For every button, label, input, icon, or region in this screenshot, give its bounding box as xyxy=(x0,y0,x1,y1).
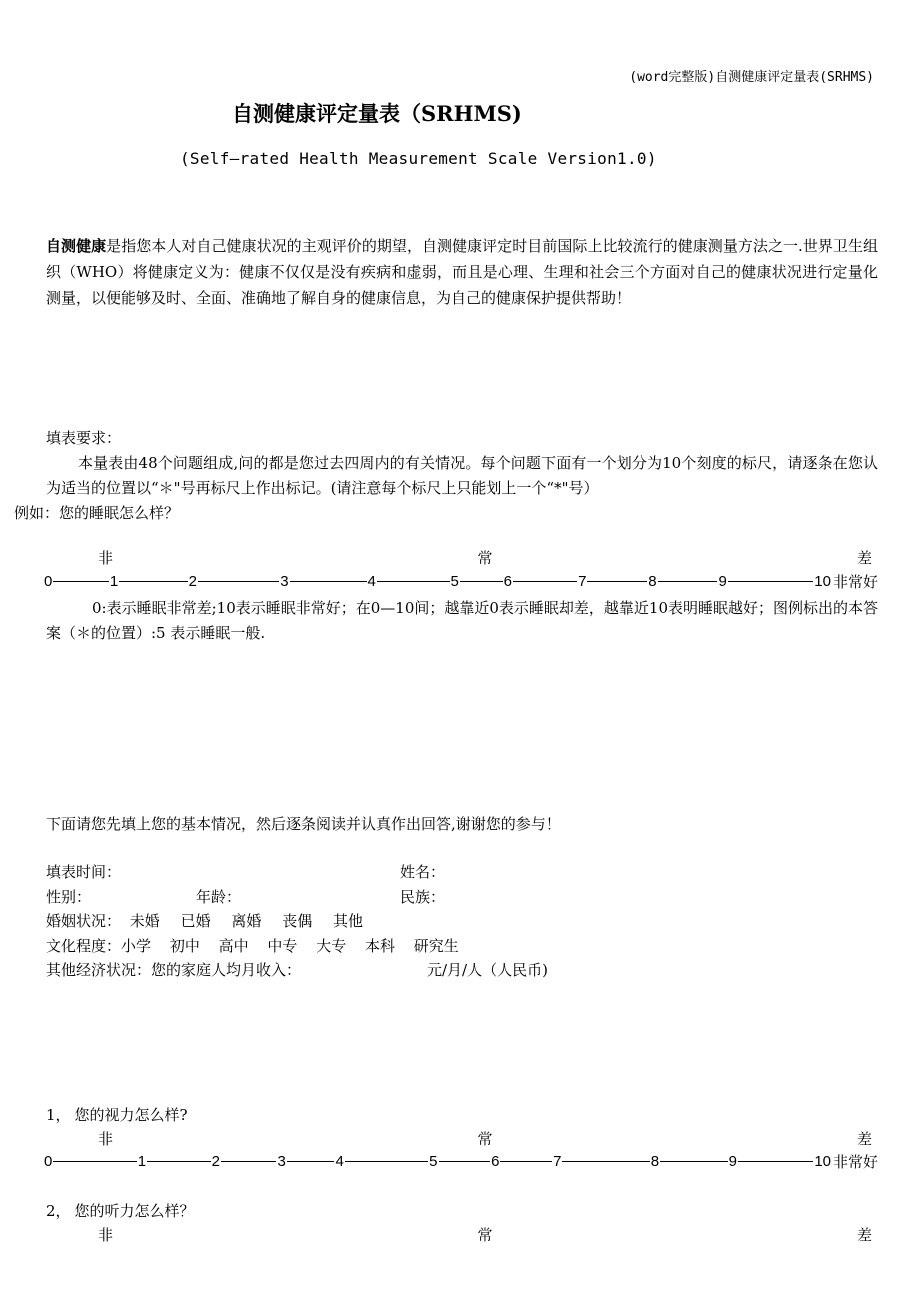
example-scale-labels xyxy=(46,547,872,568)
ethnicity-label[interactable]: 民族： xyxy=(400,888,446,906)
education-option[interactable]: 大专 xyxy=(316,937,347,955)
page-subtitle: (Self—rated Health Measurement Scale Version1.0) xyxy=(180,149,657,168)
marital-option[interactable]: 其他 xyxy=(332,912,363,930)
example-scale[interactable]: 0 1 2 3 4 5 6 7 8 9 10 非常好 xyxy=(44,573,878,591)
requirements-label: 填表要求： xyxy=(46,429,122,447)
economic-unit: 元/月/人（人民币) xyxy=(427,961,548,979)
scale-right-label: 非常好 xyxy=(832,573,878,591)
page-title: 自测健康评定量表（SRHMS) xyxy=(232,101,522,126)
question-2-scale-labels: 非 常 差 xyxy=(98,1226,872,1244)
question-1-scale-labels: 非 常 差 xyxy=(98,1130,872,1148)
age-label[interactable]: 年龄： xyxy=(196,888,242,906)
education-row: 文化程度：小学 初中 高中 中专 大专 本科 研究生 xyxy=(46,937,459,955)
example-note: 0:表示睡眠非常差;10表示睡眠非常好；在0—10间；越靠近0表示睡眠却差，越靠近10表明睡眠越好；图例标出的本答案（＊的位置）:5 表示睡眠一般. xyxy=(46,599,879,642)
example-question: 例如：您的睡眠怎么样？ xyxy=(14,504,180,522)
economic-label[interactable]: 其他经济状况：您的家庭人均月收入： xyxy=(46,961,302,979)
document-header: (word完整版)自测健康评定量表(SRHMS) xyxy=(629,70,874,85)
intro-text: 是指您本人对自己健康状况的主观评价的期望，自测健康评定时目前国际上比较流行的健康测量方法之一.世界卫生组织（WHO）将健康定义为：健康不仅仅是没有疾病和虚弱，而且是心理、生理和社会三个方面对自己的健康状况进行定量化测量，以便能够及时、全面、准确地了解自身的健康信息，为自己的健康保护提供帮助！ xyxy=(46,237,878,307)
marital-option[interactable]: 已婚 xyxy=(180,912,211,930)
marital-option[interactable]: 未婚 xyxy=(129,912,160,930)
education-option[interactable]: 研究生 xyxy=(413,937,459,955)
question-1-scale[interactable]: 0 1 2 3 4 5 6 7 8 9 10 非常好 xyxy=(44,1153,879,1171)
marital-option[interactable]: 离婚 xyxy=(231,912,262,930)
education-option[interactable]: 中专 xyxy=(267,937,298,955)
invite-text: 下面请您先填上您的基本情况，然后逐条阅读并认真作出回答,谢谢您的参与！ xyxy=(46,815,561,833)
intro-paragraph xyxy=(46,233,878,311)
education-option[interactable]: 小学 xyxy=(121,937,152,955)
question-1: 1， 您的视力怎么样? xyxy=(46,1106,188,1124)
marital-status-row: 婚姻状况： 未婚 已婚 离婚 丧偶 其他 xyxy=(46,912,363,930)
education-option[interactable]: 本科 xyxy=(365,937,396,955)
education-option[interactable]: 高中 xyxy=(218,937,249,955)
education-option[interactable]: 初中 xyxy=(169,937,200,955)
name-label[interactable]: 姓名： xyxy=(400,863,446,881)
question-2: 2， 您的听力怎么样？ xyxy=(46,1202,195,1220)
intro-term: 自测健康 xyxy=(46,237,107,255)
scale-label-mid: 常 xyxy=(477,549,493,567)
gender-label[interactable]: 性别： xyxy=(46,888,92,906)
requirements-body: 本量表由48个问题组成,问的都是您过去四周内的有关情况。每个问题下面有一个划分为10个刻度的标尺，请逐条在您认为适当的位置以“＊"号再标尺上作出标记。(请注意每个标尺上只能划上一个“*"号） 例如：您的睡眠怎么样？ xyxy=(46,451,878,526)
scale-label-right: 差 xyxy=(856,549,872,567)
scale-label-left: 非 xyxy=(98,549,114,567)
fill-time-label[interactable]: 填表时间： xyxy=(46,863,122,881)
marital-option[interactable]: 丧偶 xyxy=(282,912,313,930)
